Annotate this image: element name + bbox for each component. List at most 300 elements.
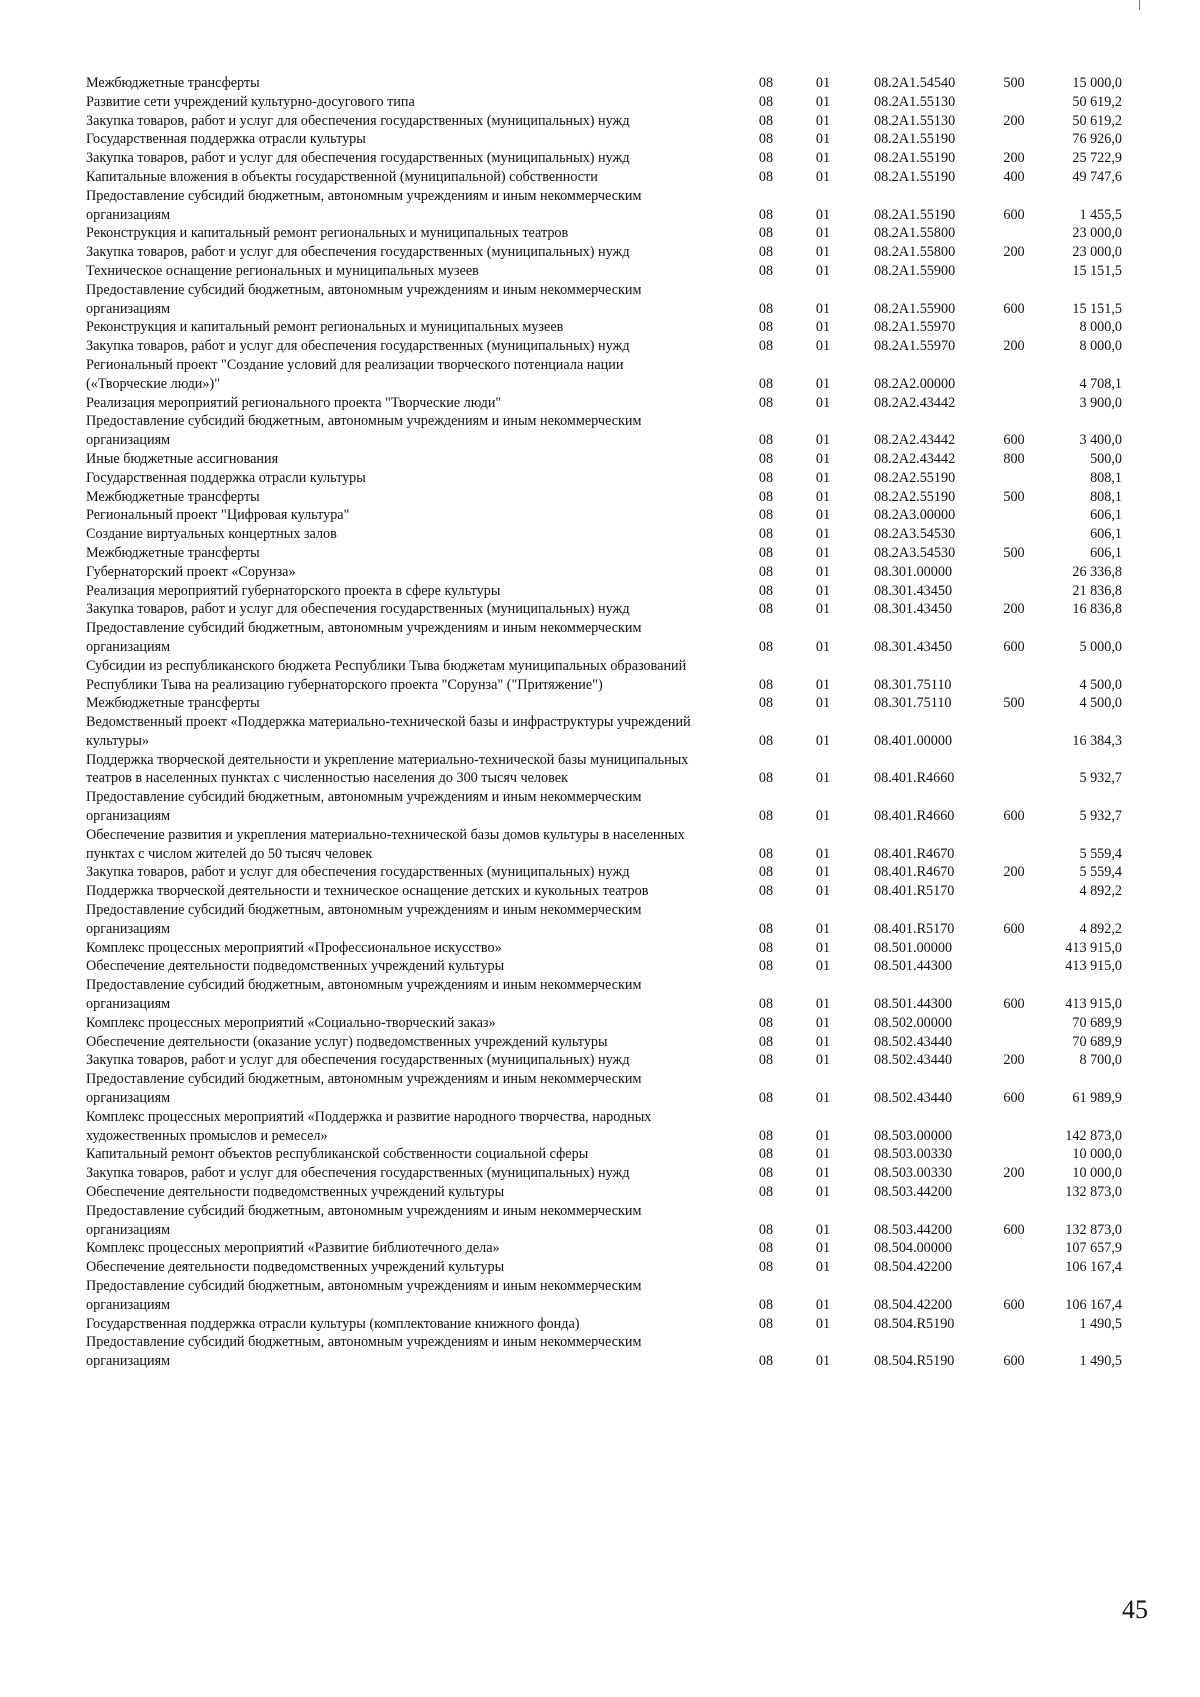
section-code: 08 [758, 732, 774, 749]
table-row [86, 112, 1126, 131]
row-name: Создание виртуальных концертных залов [86, 526, 337, 543]
section-code: 08 [758, 601, 774, 618]
table-row [86, 582, 1126, 601]
subsection-code: 01 [815, 864, 831, 881]
section-code: 08 [758, 582, 774, 599]
amount: 5 000,0 [1079, 638, 1122, 655]
amount: 23 000,0 [1072, 225, 1122, 242]
target-article-code: 08.2А2.55190 [874, 469, 956, 486]
row-name: Региональный проект "Создание условий для реализации творческого потенциала нации («Творческие люди»)" [86, 356, 624, 392]
target-article-code: 08.502.43440 [874, 1052, 953, 1069]
amount: 16 384,3 [1072, 732, 1122, 749]
section-code: 08 [758, 206, 774, 223]
expense-type-code: 500 [1003, 695, 1025, 712]
subsection-code: 01 [815, 1221, 831, 1238]
section-code: 08 [758, 1184, 774, 1201]
row-name: Капитальный ремонт объектов республиканской собственности социальной сферы [86, 1146, 589, 1163]
expense-type-code [994, 657, 1034, 695]
target-article-code: 08.503.00330 [874, 1146, 953, 1163]
row-name: Государственная поддержка отрасли культуры (комплектование книжного фонда) [86, 1315, 580, 1332]
table-row [86, 337, 1126, 356]
subsection-code: 01 [815, 450, 831, 467]
section-code: 08 [758, 1240, 774, 1257]
section-code: 08 [758, 1014, 774, 1031]
amount: 413 915,0 [1065, 939, 1122, 956]
row-name: Ведомственный проект «Поддержка материально-технической базы и инфраструктуры учреждений культуры» [86, 714, 691, 749]
subsection-code: 01 [815, 582, 831, 599]
expense-type-code [994, 93, 1034, 112]
amount: 1 490,5 [1079, 1315, 1122, 1332]
target-article-code: 08.301.75110 [874, 676, 952, 693]
expense-type-code: 600 [1003, 1090, 1025, 1107]
row-name: Реконструкция и капитальный ремонт региональных и муниципальных театров [86, 225, 569, 242]
amount: 8 700,0 [1079, 1052, 1122, 1069]
row-name: Межбюджетные трансферты [86, 695, 260, 712]
section-code: 08 [758, 563, 774, 580]
subsection-code: 01 [815, 93, 831, 110]
amount: 606,1 [1090, 544, 1122, 561]
row-name: Комплекс процессных мероприятий «Социально-творческий заказ» [86, 1014, 496, 1031]
target-article-code: 08.2А1.54540 [874, 75, 956, 91]
target-article-code: 08.504.42200 [874, 1296, 953, 1313]
subsection-code: 01 [815, 244, 831, 261]
section-code: 08 [758, 526, 774, 543]
subsection-code: 01 [815, 112, 831, 129]
target-article-code: 08.2А2.55190 [874, 488, 956, 505]
row-name: Закупка товаров, работ и услуг для обеспечения государственных (муниципальных) нужд [86, 150, 630, 167]
row-name: Закупка товаров, работ и услуг для обеспечения государственных (муниципальных) нужд [86, 112, 630, 129]
row-name: Обеспечение деятельности (оказание услуг) подведомственных учреждений культуры [86, 1033, 608, 1050]
expense-type-code: 600 [1003, 920, 1025, 937]
expense-type-code [994, 957, 1034, 976]
expense-type-code [994, 1108, 1034, 1146]
table-row [86, 1258, 1126, 1277]
section-code: 08 [758, 1259, 774, 1276]
table-row [86, 525, 1126, 544]
section-code: 08 [758, 939, 774, 956]
expense-type-code [994, 1315, 1034, 1334]
section-code: 08 [758, 1353, 774, 1370]
row-name: Предоставление субсидий бюджетным, автономным учреждениям и иным некоммерческим организациям [86, 281, 642, 317]
amount: 70 689,9 [1072, 1014, 1122, 1031]
subsection-code: 01 [815, 262, 831, 279]
target-article-code: 08.504.R5190 [874, 1315, 955, 1332]
table-row [86, 939, 1126, 958]
amount: 5 932,7 [1079, 808, 1122, 825]
section-code: 08 [758, 544, 774, 561]
amount: 413 915,0 [1065, 996, 1122, 1013]
row-name: Межбюджетные трансферты [86, 544, 260, 561]
table-row [86, 149, 1126, 168]
scan-edge-mark [1139, 0, 1140, 10]
row-name: Закупка товаров, работ и услуг для обеспечения государственных (муниципальных) нужд [86, 244, 630, 261]
section-code: 08 [758, 1165, 774, 1182]
target-article-code: 08.503.44200 [874, 1221, 953, 1238]
table-row [86, 957, 1126, 976]
table-row [86, 1070, 1126, 1108]
amount: 4 500,0 [1079, 695, 1122, 712]
amount: 4 500,0 [1079, 676, 1122, 693]
section-code: 08 [758, 319, 774, 336]
row-name: Предоставление субсидий бюджетным, автономным учреждениям и иным некоммерческим организациям [86, 1278, 642, 1313]
table-row [86, 788, 1126, 826]
subsection-code: 01 [815, 676, 831, 693]
amount: 5 559,4 [1079, 864, 1122, 881]
row-name: Предоставление субсидий бюджетным, автономным учреждениям и иным некоммерческим организациям [86, 1334, 642, 1370]
subsection-code: 01 [815, 300, 831, 317]
table-row [86, 1183, 1126, 1202]
table-row [86, 168, 1126, 187]
target-article-code: 08.501.44300 [874, 958, 953, 975]
expense-type-code: 400 [1003, 168, 1025, 185]
table-row [86, 74, 1126, 93]
table-row [86, 563, 1126, 582]
expense-type-code [994, 506, 1034, 525]
expense-type-code [994, 563, 1034, 582]
section-code: 08 [758, 112, 774, 129]
amount: 23 000,0 [1072, 244, 1122, 261]
row-name: Поддержка творческой деятельности и укрепление материально-технической базы муниципальных театров в населенных пунктах с численностью населения до 300 тысяч человек [86, 751, 689, 787]
row-name: Капитальные вложения в объекты государственной (муниципальной) собственности [86, 168, 598, 185]
section-code: 08 [758, 507, 774, 524]
table-row [86, 713, 1126, 751]
amount: 606,1 [1090, 507, 1122, 524]
target-article-code: 08.2А2.43442 [874, 450, 956, 467]
table-row [86, 394, 1126, 413]
table-row [86, 1202, 1126, 1240]
row-name: Обеспечение развития и укрепления материально-технической базы домов культуры в населенных пунктах с числом жителей до 50 тысяч человек [86, 826, 685, 862]
subsection-code: 01 [815, 1052, 831, 1069]
target-article-code: 08.401.R5170 [874, 920, 955, 937]
expense-type-code [994, 130, 1034, 149]
section-code: 08 [758, 488, 774, 505]
section-code: 08 [758, 338, 774, 355]
subsection-code: 01 [815, 469, 831, 486]
section-code: 08 [758, 394, 774, 411]
target-article-code: 08.401.R4670 [874, 864, 955, 881]
expense-type-code [994, 1239, 1034, 1258]
subsection-code: 01 [815, 732, 831, 749]
amount: 70 689,9 [1072, 1033, 1122, 1050]
section-code: 08 [758, 1221, 774, 1238]
row-name: Иные бюджетные ассигнования [86, 450, 279, 467]
expense-type-code [994, 394, 1034, 413]
amount: 142 873,0 [1065, 1127, 1122, 1144]
table-row [86, 600, 1126, 619]
amount: 50 619,2 [1072, 112, 1122, 129]
section-code: 08 [758, 1033, 774, 1050]
amount: 10 000,0 [1072, 1146, 1122, 1163]
target-article-code: 08.2А1.55900 [874, 262, 956, 279]
section-code: 08 [758, 432, 774, 449]
row-name: Закупка товаров, работ и услуг для обеспечения государственных (муниципальных) нужд [86, 864, 630, 881]
target-article-code: 08.502.43440 [874, 1033, 953, 1050]
section-code: 08 [758, 375, 774, 392]
section-code: 08 [758, 1146, 774, 1163]
expense-type-code [994, 1183, 1034, 1202]
table-row [86, 1164, 1126, 1183]
table-row [86, 506, 1126, 525]
table-row [86, 1277, 1126, 1315]
expense-type-code [994, 469, 1034, 488]
section-code: 08 [758, 695, 774, 712]
row-name: Региональный проект "Цифровая культура" [86, 507, 350, 524]
subsection-code: 01 [815, 319, 831, 336]
target-article-code: 08.2А3.00000 [874, 507, 956, 524]
row-name: Межбюджетные трансферты [86, 75, 260, 91]
target-article-code: 08.2А1.55800 [874, 244, 956, 261]
subsection-code: 01 [815, 507, 831, 524]
row-name: Межбюджетные трансферты [86, 488, 260, 505]
target-article-code: 08.2А1.55130 [874, 112, 956, 129]
expense-type-code: 500 [1003, 75, 1025, 91]
target-article-code: 08.401.00000 [874, 732, 953, 749]
row-name: Предоставление субсидий бюджетным, автономным учреждениям и иным некоммерческим организациям [86, 789, 642, 825]
expense-type-code: 200 [1003, 338, 1025, 355]
amount: 1 455,5 [1079, 206, 1122, 223]
target-article-code: 08.501.44300 [874, 996, 953, 1013]
table-row [86, 1051, 1126, 1070]
target-article-code: 08.503.00330 [874, 1165, 953, 1182]
amount: 1 490,5 [1079, 1353, 1122, 1370]
amount: 76 926,0 [1072, 131, 1122, 148]
expense-type-code: 600 [1003, 996, 1025, 1013]
amount: 808,1 [1090, 469, 1122, 486]
table-row [86, 262, 1126, 281]
section-code: 08 [758, 920, 774, 937]
table-row [86, 93, 1126, 112]
subsection-code: 01 [815, 958, 831, 975]
amount: 15 151,5 [1072, 262, 1122, 279]
table-row [86, 694, 1126, 713]
expense-type-code [994, 224, 1034, 243]
table-row [86, 1239, 1126, 1258]
row-name: Предоставление субсидий бюджетным, автономным учреждениям и иным некоммерческим организациям [86, 902, 642, 937]
section-code: 08 [758, 1315, 774, 1332]
table-row [86, 826, 1126, 864]
target-article-code: 08.2А1.55190 [874, 168, 956, 185]
target-article-code: 08.502.43440 [874, 1090, 953, 1107]
amount: 15 000,0 [1072, 75, 1122, 91]
table-row [86, 863, 1126, 882]
row-name: Обеспечение деятельности подведомственных учреждений культуры [86, 1259, 505, 1276]
row-name: Комплекс процессных мероприятий «Поддержка и развитие народного творчества, народных художественных промыслов и ремесел» [86, 1108, 652, 1144]
section-code: 08 [758, 1052, 774, 1069]
row-name: Обеспечение деятельности подведомственных учреждений культуры [86, 958, 505, 975]
table-row [86, 356, 1126, 394]
row-name: Комплекс процессных мероприятий «Профессиональное искусство» [86, 939, 502, 956]
subsection-code: 01 [815, 526, 831, 543]
subsection-code: 01 [815, 1090, 831, 1107]
section-code: 08 [758, 75, 774, 91]
subsection-code: 01 [815, 488, 831, 505]
target-article-code: 08.301.43450 [874, 638, 953, 655]
subsection-code: 01 [815, 1240, 831, 1257]
subsection-code: 01 [815, 394, 831, 411]
subsection-code: 01 [815, 375, 831, 392]
row-name: Закупка товаров, работ и услуг для обеспечения государственных (муниципальных) нужд [86, 338, 630, 355]
amount: 10 000,0 [1072, 1165, 1122, 1182]
section-code: 08 [758, 770, 774, 787]
amount: 4 892,2 [1079, 920, 1122, 937]
table-body [86, 74, 1126, 1371]
section-code: 08 [758, 450, 774, 467]
table-row [86, 243, 1126, 262]
row-name: Закупка товаров, работ и услуг для обеспечения государственных (муниципальных) нужд [86, 601, 630, 618]
expense-type-code: 600 [1003, 1296, 1025, 1313]
section-code: 08 [758, 168, 774, 185]
expense-type-code: 200 [1003, 244, 1025, 261]
target-article-code: 08.2А1.55190 [874, 206, 956, 223]
target-article-code: 08.2А1.55190 [874, 131, 956, 148]
table-row [86, 318, 1126, 337]
row-name: Предоставление субсидий бюджетным, автономным учреждениям и иным некоммерческим организациям [86, 1071, 642, 1107]
subsection-code: 01 [815, 1165, 831, 1182]
subsection-code: 01 [815, 1259, 831, 1276]
expense-type-code [994, 1033, 1034, 1052]
expense-type-code [994, 713, 1034, 751]
subsection-code: 01 [815, 563, 831, 580]
amount: 8 000,0 [1079, 319, 1122, 336]
amount: 61 989,9 [1072, 1090, 1122, 1107]
table-row [86, 488, 1126, 507]
row-name: Губернаторский проект «Сорунза» [86, 563, 296, 580]
subsection-code: 01 [815, 1184, 831, 1201]
subsection-code: 01 [815, 131, 831, 148]
expense-type-code [994, 262, 1034, 281]
target-article-code: 08.2А1.55130 [874, 93, 956, 110]
amount: 50 619,2 [1072, 93, 1122, 110]
row-name: Государственная поддержка отрасли культуры [86, 469, 366, 486]
page-number: 45 [1122, 1595, 1148, 1624]
subsection-code: 01 [815, 601, 831, 618]
table-row [86, 1033, 1126, 1052]
table-row [86, 657, 1126, 695]
expense-type-code [994, 1014, 1034, 1033]
section-code: 08 [758, 300, 774, 317]
target-article-code: 08.2А1.55900 [874, 300, 956, 317]
table-row [86, 130, 1126, 149]
subsection-code: 01 [815, 1353, 831, 1370]
section-code: 08 [758, 150, 774, 167]
section-code: 08 [758, 808, 774, 825]
table-row [86, 976, 1126, 1014]
expense-type-code: 200 [1003, 112, 1025, 129]
target-article-code: 08.401.R4660 [874, 808, 955, 825]
expense-type-code [994, 582, 1034, 601]
target-article-code: 08.301.00000 [874, 563, 953, 580]
subsection-code: 01 [815, 168, 831, 185]
table-row [86, 187, 1126, 225]
table-row [86, 469, 1126, 488]
section-code: 08 [758, 1127, 774, 1144]
expense-type-code: 600 [1003, 432, 1025, 449]
table-row [86, 281, 1126, 319]
amount: 49 747,6 [1072, 168, 1122, 185]
table-row [86, 224, 1126, 243]
table-row [86, 1333, 1126, 1371]
row-name: Предоставление субсидий бюджетным, автономным учреждениям и иным некоммерческим организациям [86, 977, 642, 1013]
subsection-code: 01 [815, 75, 831, 91]
table-row [86, 412, 1126, 450]
amount: 4 892,2 [1079, 883, 1122, 900]
amount: 16 836,8 [1072, 601, 1122, 618]
row-name: Предоставление субсидий бюджетным, автономным учреждениям и иным некоммерческим организациям [86, 1202, 642, 1238]
expense-type-code [994, 751, 1034, 789]
expense-type-code: 200 [1003, 864, 1025, 881]
section-code: 08 [758, 638, 774, 655]
target-article-code: 08.504.42200 [874, 1259, 953, 1276]
row-name: Техническое оснащение региональных и муниципальных музеев [86, 262, 479, 279]
expense-type-code: 200 [1003, 1052, 1025, 1069]
amount: 26 336,8 [1072, 563, 1122, 580]
target-article-code: 08.2А1.55970 [874, 319, 956, 336]
subsection-code: 01 [815, 1146, 831, 1163]
amount: 21 836,8 [1072, 582, 1122, 599]
section-code: 08 [758, 845, 774, 862]
subsection-code: 01 [815, 338, 831, 355]
table-row [86, 450, 1126, 469]
amount: 25 722,9 [1072, 150, 1122, 167]
section-code: 08 [758, 996, 774, 1013]
row-name: Государственная поддержка отрасли культуры [86, 131, 366, 148]
expense-type-code: 600 [1003, 300, 1025, 317]
amount: 8 000,0 [1079, 338, 1122, 355]
subsection-code: 01 [815, 1014, 831, 1031]
target-article-code: 08.2А1.55800 [874, 225, 956, 242]
section-code: 08 [758, 244, 774, 261]
amount: 4 708,1 [1079, 375, 1122, 392]
expense-type-code: 500 [1003, 488, 1025, 505]
subsection-code: 01 [815, 432, 831, 449]
target-article-code: 08.501.00000 [874, 939, 953, 956]
row-name: Субсидии из республиканского бюджета Республики Тыва бюджетам муниципальных образований Республики Тыва на реализацию губернаторского проекта "Сорунза" ("Притяжение") [86, 657, 687, 693]
budget-table [86, 74, 1126, 1371]
section-code: 08 [758, 131, 774, 148]
target-article-code: 08.401.R4670 [874, 845, 955, 862]
row-name: Поддержка творческой деятельности и техническое оснащение детских и кукольных театров [86, 883, 649, 900]
subsection-code: 01 [815, 150, 831, 167]
row-name: Предоставление субсидий бюджетным, автономным учреждениям и иным некоммерческим организациям [86, 187, 642, 223]
expense-type-code [994, 882, 1034, 901]
subsection-code: 01 [815, 920, 831, 937]
subsection-code: 01 [815, 808, 831, 825]
expense-type-code [994, 318, 1034, 337]
table-row [86, 544, 1126, 563]
row-name: Реализация мероприятий губернаторского проекта в сфере культуры [86, 582, 501, 599]
section-code: 08 [758, 883, 774, 900]
target-article-code: 08.2А3.54530 [874, 544, 956, 561]
expense-type-code [994, 939, 1034, 958]
table-row [86, 1014, 1126, 1033]
subsection-code: 01 [815, 770, 831, 787]
amount: 3 400,0 [1079, 432, 1122, 449]
row-name: Реконструкция и капитальный ремонт региональных и муниципальных музеев [86, 319, 564, 336]
amount: 106 167,4 [1065, 1259, 1122, 1276]
subsection-code: 01 [815, 225, 831, 242]
target-article-code: 08.504.00000 [874, 1240, 953, 1257]
section-code: 08 [758, 864, 774, 881]
table-row [86, 882, 1126, 901]
target-article-code: 08.2А1.55970 [874, 338, 956, 355]
subsection-code: 01 [815, 1315, 831, 1332]
expense-type-code: 600 [1003, 808, 1025, 825]
section-code: 08 [758, 958, 774, 975]
target-article-code: 08.2А2.43442 [874, 394, 956, 411]
amount: 15 151,5 [1072, 300, 1122, 317]
expense-type-code [994, 1145, 1034, 1164]
target-article-code: 08.2А2.43442 [874, 432, 956, 449]
